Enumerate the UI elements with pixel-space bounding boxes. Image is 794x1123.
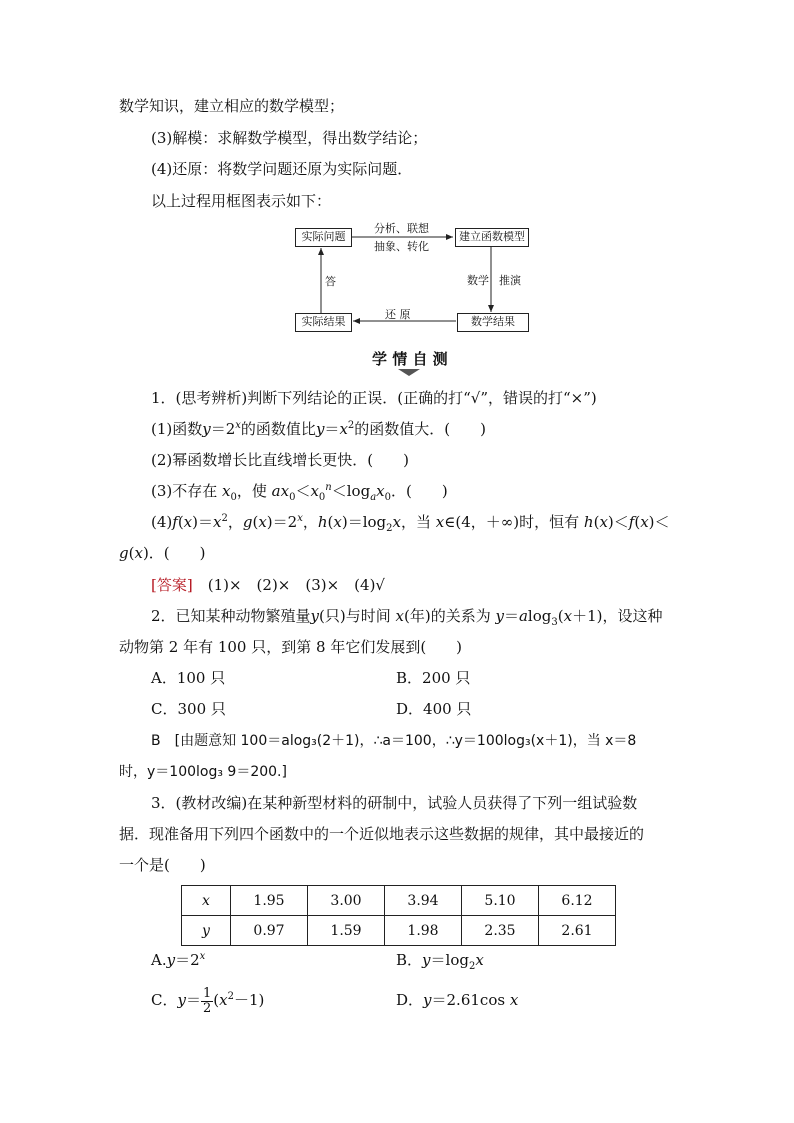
q2-solution-line-1: B [由题意知 100＝alog₃(2＋1)，∴a＝100，∴y＝100log₃(x＋1)，当 x＝8 [151,733,637,749]
label-abstract: 抽象、转化 [374,240,429,253]
section-title: 学 情 自 测 [372,350,448,368]
q3-option-c: C．y＝ $\frac{1}{2}$ $(x^2-1)$ [151,985,265,1016]
q1-item-3: (3)不存在 $x_0$，使 $ax_0<x_0^n<\log_ax_0$．( ) [151,482,448,503]
table-cell: 1.98 [385,916,462,946]
answer-tag: [答案] [151,576,193,594]
q3-option-b: B．$y=\log_2x$ [396,951,484,972]
q3-option-d: D．y＝2.61cos x [396,991,519,1009]
q1-answer: [答案] (1)× (2)× (3)× (4)√ [151,576,385,594]
intro-line-2: (3)解模：求解数学模型，得出数学结论； [151,129,428,147]
q3-stem-line-3: 一个是( ) [119,856,206,874]
q2-option-c: C．300 只 [151,700,226,718]
box-actual-result: 实际结果 [295,313,352,332]
q3-option-a: $A.y=2^x$ [151,951,206,969]
section-title-marker-icon [397,368,421,377]
label-math: 数学 [467,274,489,287]
q2-option-b: B．200 只 [396,669,471,687]
table-cell: 5.10 [462,886,539,916]
label-analyze: 分析、联想 [374,222,429,235]
q2-option-a: A．100 只 [151,669,226,687]
box-build-model: 建立函数模型 [455,228,529,247]
q3-stem-line-1: 3．(教材改编)在某种新型材料的研制中，试验人员获得了下列一组试验数 [151,794,638,812]
q2-stem-line-2: 动物第 2 年有 100 只，到第 8 年它们发展到( ) [119,638,463,656]
table-row-label: x [182,886,231,916]
q1-item-1: (1)函数$y=2^x$的函数值比$y=x^2$的函数值大．( ) [151,420,486,438]
box-actual-problem: 实际问题 [295,228,352,247]
table-cell: 6.12 [539,886,616,916]
q1-item-4-line-2: g(x)．( ) [119,544,206,562]
table-cell: 1.59 [308,916,385,946]
table-row-x [182,886,616,916]
data-table [181,885,616,946]
label-restore: 还 原 [385,308,411,321]
table-cell: 2.61 [539,916,616,946]
q1-item-2: (2)幂函数增长比直线增长更快．( ) [151,451,409,469]
table-cell: 3.00 [308,886,385,916]
intro-line-3: (4)还原：将数学问题还原为实际问题． [151,160,413,178]
q1-item-4: $(4)f(x)=x^2$，$g(x)=2^x$，$h(x)=\log_2x$，当 x∈(4，＋∞)时，恒有 h(x)＜f(x)＜ [151,513,670,534]
table-cell: 2.35 [462,916,539,946]
q2-option-d: D．400 只 [396,700,472,718]
table-row-label: y [182,916,231,946]
label-deduce: 推演 [499,274,521,287]
table-cell: 0.97 [231,916,308,946]
q1-stem: 1．(思考辨析)判断下列结论的正误．(正确的打“√”，错误的打“×”) [151,389,597,407]
q3-stem-line-2: 据．现准备用下列四个函数中的一个近似地表示这些数据的规律，其中最接近的 [119,825,645,843]
table-cell: 1.95 [231,886,308,916]
q2-solution-line-2: 时，y＝100log₃ 9＝200.] [119,764,287,780]
label-answer: 答 [325,275,336,288]
table-row-y [182,916,616,946]
q2-stem-line-1: 2．已知某种动物繁殖量y(只)与时间 x(年)的关系为 y＝alog$_3$(x＋1)，设这种 [151,607,663,628]
intro-line-1: 数学知识，建立相应的数学模型； [119,97,345,115]
intro-line-4: 以上过程用框图表示如下： [151,192,332,210]
table-cell: 3.94 [385,886,462,916]
box-math-result: 数学结果 [457,313,529,332]
